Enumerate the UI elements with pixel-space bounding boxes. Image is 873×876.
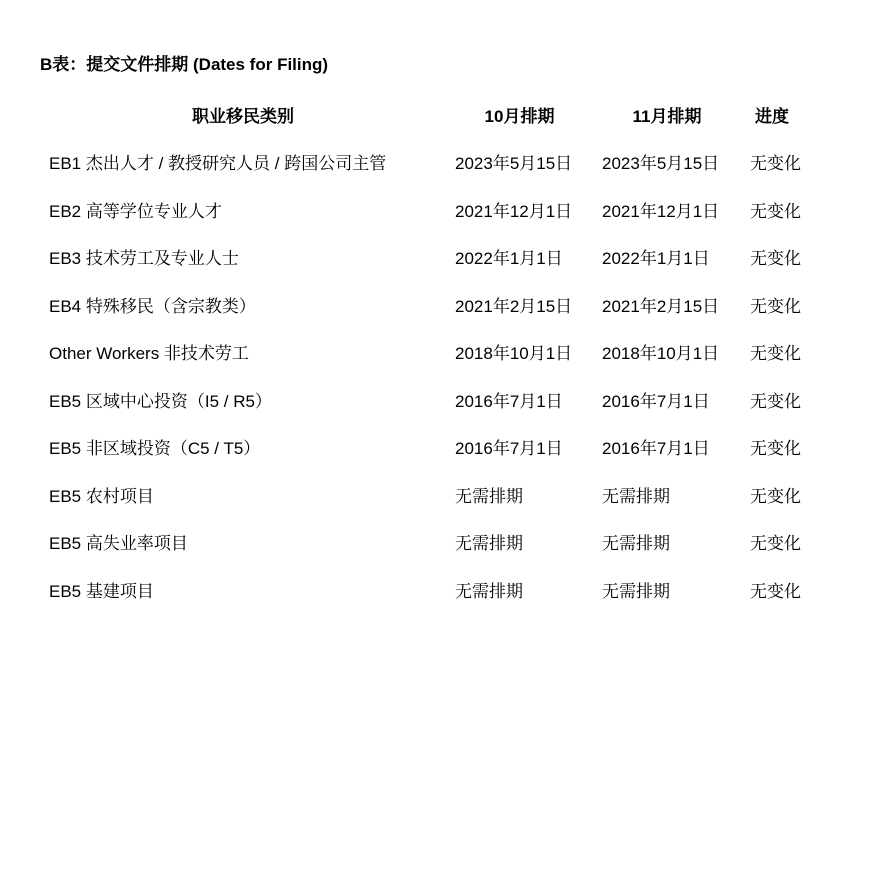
dates-for-filing-table: [40, 90, 803, 613]
category-cell: EB2 高等学位专业人才: [49, 201, 222, 221]
header-october: 10月排期: [484, 106, 555, 126]
table-row: [40, 471, 803, 519]
progress-cell: 无变化: [750, 581, 801, 601]
october-date-cell: 2023年5月15日: [455, 154, 573, 174]
progress-cell: 无变化: [750, 534, 801, 554]
october-date-cell: 2018年10月1日: [455, 344, 573, 364]
table-row: [40, 138, 803, 186]
header-category: 职业移民类别: [192, 106, 294, 126]
category-cell: Other Workers 非技术劳工: [49, 344, 249, 364]
november-date-cell: 2021年2月15日: [602, 296, 720, 316]
category-cell: EB4 特殊移民（含宗教类）: [49, 296, 256, 316]
category-cell: EB5 高失业率项目: [49, 534, 188, 554]
november-date-cell: 2023年5月15日: [602, 154, 720, 174]
progress-cell: 无变化: [750, 154, 801, 174]
october-date-cell: 无需排期: [455, 534, 523, 554]
progress-cell: 无变化: [750, 201, 801, 221]
october-date-cell: 2016年7月1日: [455, 439, 563, 459]
table-row: [40, 233, 803, 281]
table-row: [40, 328, 803, 376]
category-cell: EB5 非区域投资（C5 / T5）: [49, 439, 261, 459]
november-date-cell: 无需排期: [602, 534, 670, 554]
november-date-cell: 2018年10月1日: [602, 344, 720, 364]
october-date-cell: 无需排期: [455, 581, 523, 601]
progress-cell: 无变化: [750, 249, 801, 269]
table-header-row: [40, 90, 803, 138]
progress-cell: 无变化: [750, 439, 801, 459]
progress-cell: 无变化: [750, 296, 801, 316]
category-cell: EB3 技术劳工及专业人士: [49, 249, 239, 269]
november-date-cell: 2016年7月1日: [602, 439, 710, 459]
october-date-cell: 2022年1月1日: [455, 249, 563, 269]
november-date-cell: 无需排期: [602, 581, 670, 601]
november-date-cell: 2022年1月1日: [602, 249, 710, 269]
table-row: [40, 566, 803, 614]
table-row: [40, 423, 803, 471]
progress-cell: 无变化: [750, 391, 801, 411]
progress-cell: 无变化: [750, 486, 801, 506]
table-title: B表：提交文件排期 (Dates for Filing): [40, 55, 329, 74]
october-date-cell: 2016年7月1日: [455, 391, 563, 411]
october-date-cell: 2021年12月1日: [455, 201, 573, 221]
november-date-cell: 无需排期: [602, 486, 670, 506]
table-row: [40, 376, 803, 424]
table-row: [40, 186, 803, 234]
october-date-cell: 无需排期: [455, 486, 523, 506]
table-row: [40, 518, 803, 566]
category-cell: EB5 区域中心投资（I5 / R5）: [49, 391, 272, 411]
header-progress: 进度: [755, 106, 789, 126]
header-november: 11月排期: [632, 106, 702, 126]
october-date-cell: 2021年2月15日: [455, 296, 573, 316]
november-date-cell: 2021年12月1日: [602, 201, 720, 221]
category-cell: EB5 农村项目: [49, 486, 154, 506]
progress-cell: 无变化: [750, 344, 801, 364]
category-cell: EB1 杰出人才 / 教授研究人员 / 跨国公司主管: [49, 154, 387, 174]
category-cell: EB5 基建项目: [49, 581, 154, 601]
table-row: [40, 281, 803, 329]
november-date-cell: 2016年7月1日: [602, 391, 710, 411]
